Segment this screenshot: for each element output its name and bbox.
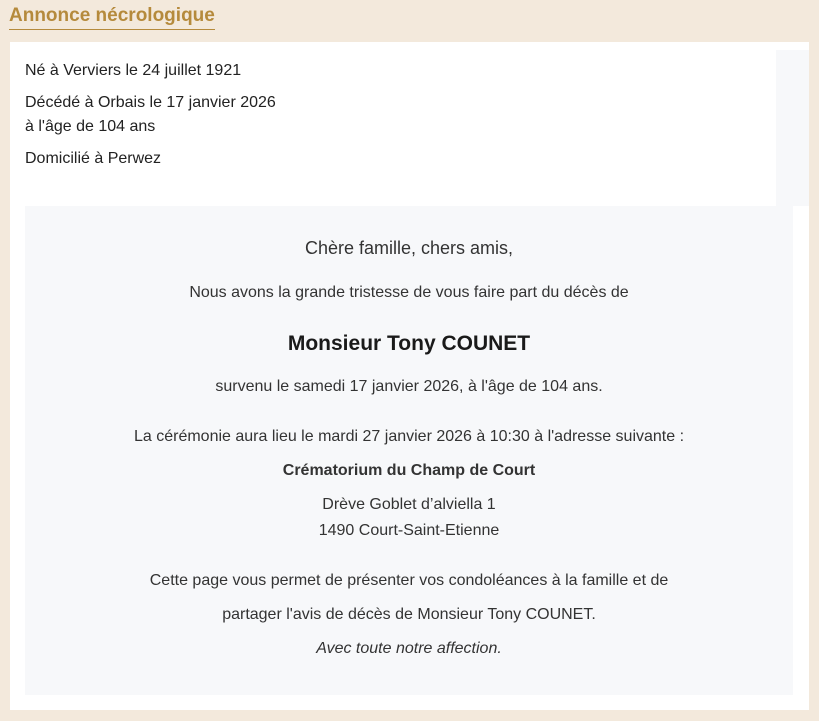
age-info: à l'âge de 104 ans <box>25 118 156 135</box>
obituary-card <box>10 42 809 710</box>
birth-info: Né à Verviers le 24 juillet 1921 <box>25 62 242 79</box>
deceased-details <box>25 59 276 171</box>
section-header <box>9 4 215 30</box>
condolence-text-line1: Cette page vous permet de présenter vos condoléances à la famille et de <box>149 572 669 589</box>
residence-info: Domicilié à Perwez <box>25 150 162 167</box>
notice-signoff: Avec toute notre affection. <box>316 640 502 657</box>
notice-greeting: Chère famille, chers amis, <box>304 238 514 258</box>
card-side-panel <box>776 50 809 206</box>
condolence-text-line2: partager l'avis de décès de Monsieur Tony COUNET. <box>222 606 596 623</box>
death-info: Décédé à Orbais le 17 janvier 2026 <box>25 94 276 111</box>
deceased-name: Monsieur Tony COUNET <box>287 332 531 355</box>
venue-city: 1490 Court-Saint-Etienne <box>318 522 500 539</box>
ceremony-venue: Crématorium du Champ de Court <box>282 462 536 479</box>
venue-street: Drève Goblet d’alviella 1 <box>322 496 496 513</box>
notice-intro: Nous avons la grande tristesse de vous faire part du décès de <box>189 284 629 301</box>
death-date-line: survenu le samedi 17 janvier 2026, à l'âge de 104 ans. <box>215 378 603 395</box>
section-title: Annonce nécrologique <box>9 4 215 30</box>
ceremony-info: La cérémonie aura lieu le mardi 27 janvier 2026 à 10:30 à l'adresse suivante : <box>133 428 685 445</box>
death-notice <box>25 206 793 695</box>
